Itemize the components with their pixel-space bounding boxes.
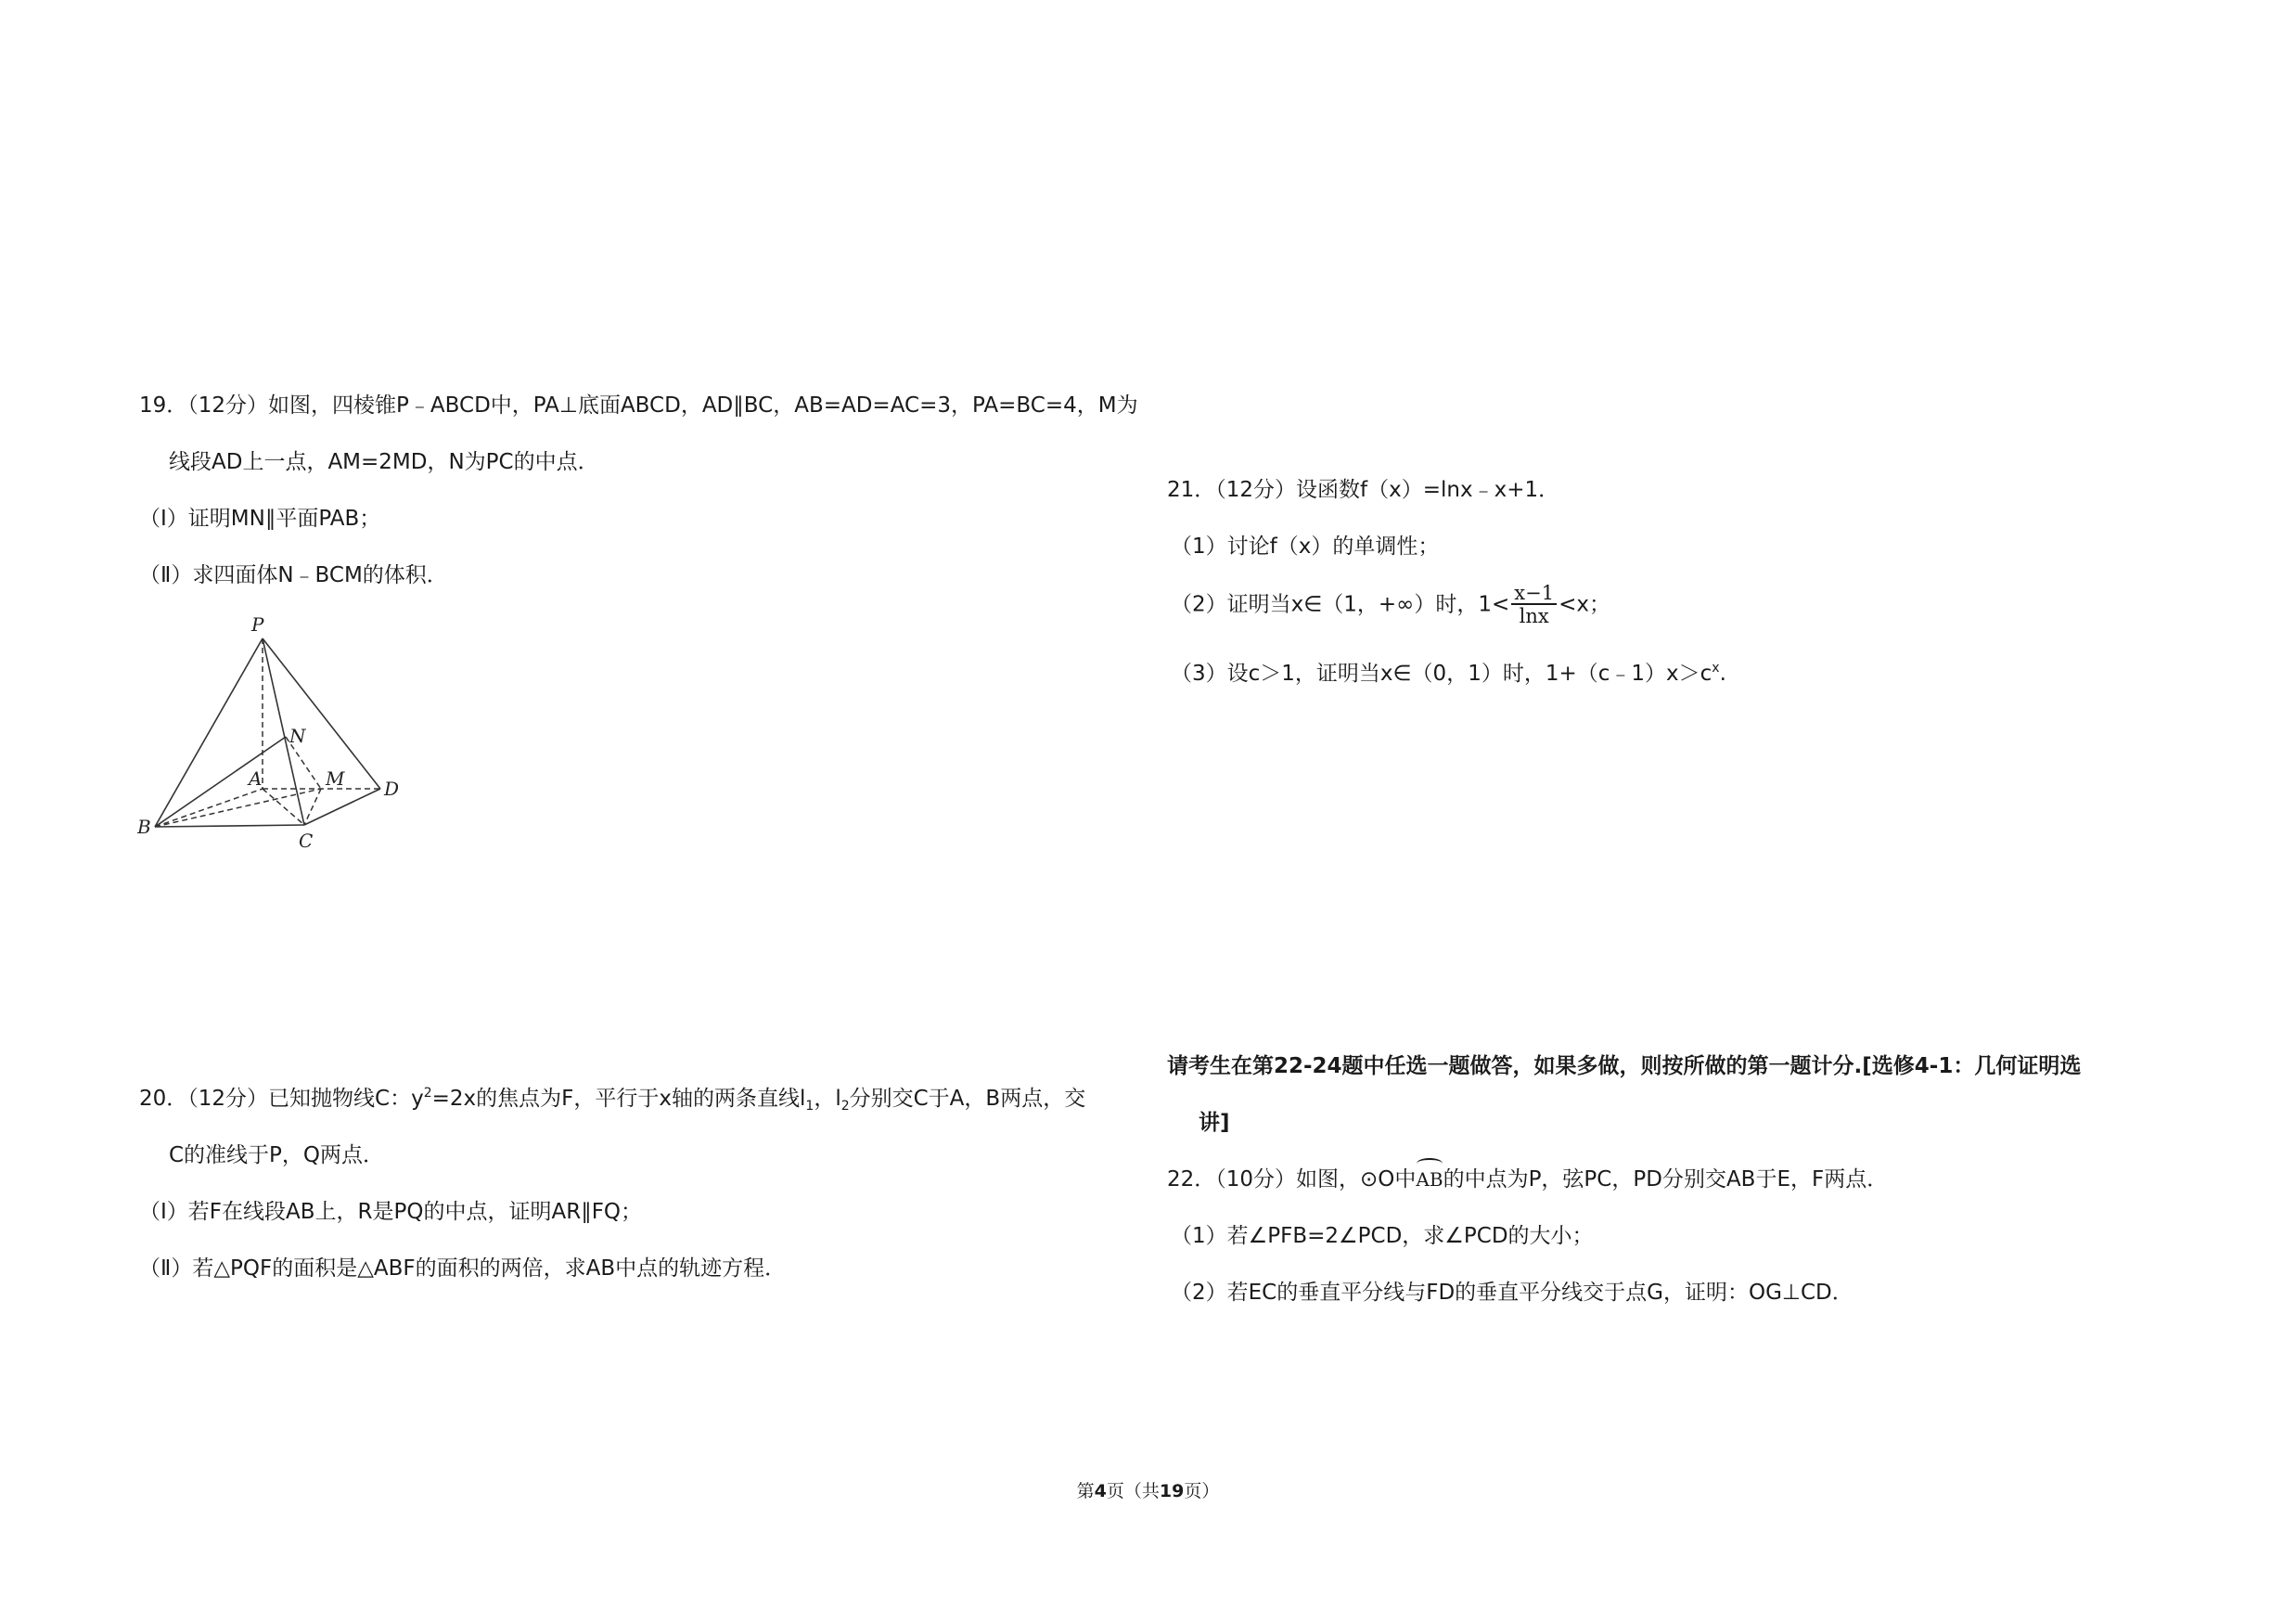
label-P: P	[251, 613, 264, 636]
q22-part1: （1）若∠PFB=2∠PCD，求∠PCD的大小；	[1171, 1224, 1594, 1248]
q19-stem-line1: 19．（12分）如图，四棱锥P﹣ABCD中，PA⊥底面ABCD，AD∥BC，AB=AD=AC=3，PA=BC=4，M为	[139, 393, 1138, 418]
elective-instruction-line1: 请考生在第22-24题中任选一题做答，如果多做，则按所做的第一题计分.[选修4-1：几何证明选	[1167, 1054, 2082, 1078]
label-C: C	[299, 830, 314, 852]
elective-instruction-line2: 讲]	[1199, 1111, 1230, 1135]
current-page-number: 4	[1094, 1481, 1107, 1501]
fraction	[1511, 583, 1557, 627]
q21-exponent: x	[1712, 661, 1720, 676]
label-M: M	[326, 767, 345, 790]
q22-stem	[1167, 1166, 1888, 1193]
q19-part1: （Ⅰ）证明MN∥平面PAB；	[139, 507, 381, 531]
footer-text: 页（共	[1106, 1481, 1160, 1501]
q20-text: ，l	[814, 1087, 841, 1111]
q21-part1: （1）讨论f（x）的单调性；	[1171, 535, 1440, 559]
pyramid-figure	[137, 612, 416, 854]
label-N: N	[289, 725, 306, 747]
fraction-numerator: x−1	[1511, 583, 1557, 605]
arc-ab: AB	[1416, 1166, 1443, 1193]
q21-text: （2）证明当x∈（1，+∞）时，1<	[1171, 592, 1510, 617]
label-B: B	[137, 816, 151, 838]
q20-text: 20．（12分）已知抛物线C：y	[139, 1087, 424, 1111]
q20-subscript: 2	[840, 1099, 850, 1114]
page-footer	[0, 1477, 2296, 1502]
q20-part2: （Ⅱ）若△PQF的面积是△ABF的面积的两倍，求AB中点的轨迹方程．	[139, 1256, 787, 1281]
q21-text: .	[1719, 662, 1726, 686]
q19-stem-line2: 线段AD上一点，AM=2MD，N为PC的中点．	[169, 450, 599, 474]
fraction-denominator: lnx	[1519, 605, 1549, 627]
label-A: A	[249, 767, 263, 790]
q20-part1: （Ⅰ）若F在线段AB上，R是PQ的中点，证明AR∥FQ；	[139, 1200, 643, 1224]
footer-text: 页）	[1184, 1481, 1220, 1501]
label-D: D	[384, 778, 400, 800]
q20-text: 分别交C于A，B两点，交	[849, 1087, 1086, 1111]
q20-subscript: 1	[805, 1099, 815, 1114]
q22-part2: （2）若EC的垂直平分线与FD的垂直平分线交于点G，证明：OG⊥CD．	[1171, 1281, 1853, 1305]
q21-part2	[1171, 583, 1610, 627]
q20-text: =2x的焦点为F，平行于x轴的两条直线l	[431, 1087, 806, 1111]
q19-part2: （Ⅱ）求四面体N﹣BCM的体积．	[139, 563, 448, 587]
q20-stem-line1	[139, 1085, 1085, 1113]
footer-text: 第	[1076, 1481, 1095, 1501]
q21-text: （3）设c＞1，证明当x∈（0，1）时，1+（c﹣1）x＞c	[1171, 662, 1712, 686]
q21-stem: 21．（12分）设函数f（x）=lnx﹣x+1．	[1167, 478, 1560, 502]
q22-text: 22．（10分）如图，⊙O中	[1167, 1167, 1417, 1191]
q21-text: <x；	[1558, 592, 1610, 617]
q20-exponent: 2	[423, 1086, 432, 1101]
q22-text: 的中点为P，弦PC，PD分别交AB于E，F两点．	[1443, 1167, 1889, 1191]
total-pages: 19	[1159, 1481, 1185, 1501]
q21-part3	[1171, 660, 1726, 688]
q20-stem-line2: C的准线于P，Q两点．	[169, 1143, 385, 1167]
